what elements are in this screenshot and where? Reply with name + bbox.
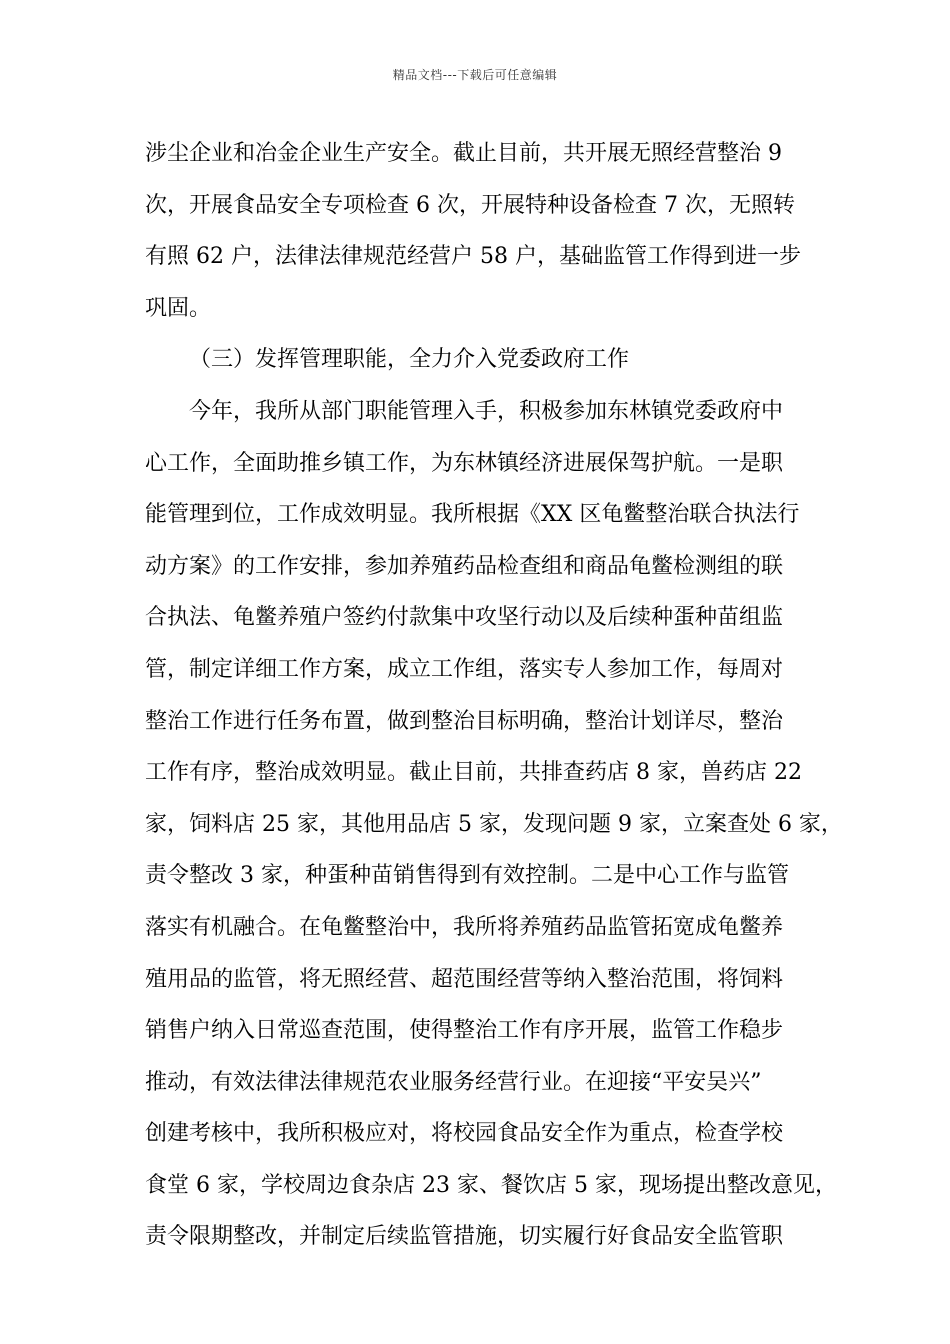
section-heading: （三）发挥管理职能，全力介入党委政府工作	[189, 347, 630, 373]
document-body	[145, 133, 843, 1268]
paragraph-line: 动方案》的工作安排，参加养殖药品检查组和商品龟鳖检测组的联	[145, 553, 784, 579]
paragraph-line: 食堂 6 家，学校周边食杂店 23 家、餐饮店 5 家，现场提出整改意见，	[145, 1172, 837, 1198]
paragraph-line: 殖用品的监管，将无照经营、超范围经营等纳入整治范围，将饲料	[145, 966, 784, 992]
paragraph-line: 管，制定详细工作方案，成立工作组，落实专人参加工作，每周对	[145, 656, 784, 682]
paragraph-line: 涉尘企业和冶金企业生产安全。截止目前，共开展无照经营整治 9	[145, 141, 782, 166]
paragraph-line: 销售户纳入日常巡查范围，使得整治工作有序开展，监管工作稳步	[145, 1018, 784, 1044]
paragraph-line: 推动，有效法律法律规范农业服务经营行业。在迎接“平安吴兴”	[145, 1069, 762, 1095]
paragraph-line: 责令限期整改，并制定后续监管措施，切实履行好食品安全监管职	[145, 1224, 784, 1250]
paragraph-line: 巩固。	[145, 295, 212, 321]
paragraph-line: 整治工作进行任务布置，做到整治目标明确，整治计划详尽，整治	[145, 708, 784, 734]
paragraph-line: 工作有序，整治成效明显。截止目前，共排查药店 8 家，兽药店 22	[145, 760, 802, 786]
page-header: 精品文档---下载后可任意编辑	[392, 68, 558, 82]
paragraph-line: 今年，我所从部门职能管理入手，积极参加东林镇党委政府中	[189, 398, 784, 424]
paragraph-line: 次，开展食品安全专项检查 6 次，开展特种设备检查 7 次，无照转	[145, 192, 795, 218]
paragraph-line: 创建考核中，我所积极应对，将校园食品安全作为重点，检查学校	[145, 1121, 784, 1147]
paragraph-line: 家，饲料店 25 家，其他用品店 5 家，发现问题 9 家，立案查处 6 家，	[145, 811, 843, 837]
paragraph-line: 有照 62 户，法律法律规范经营户 58 户，基础监管工作得到进一步	[145, 244, 801, 270]
paragraph-line: 能管理到位，工作成效明显。我所根据《XX 区龟鳖整治联合执法行	[145, 502, 800, 528]
paragraph-line: 合执法、龟鳖养殖户签约付款集中攻坚行动以及后续种蛋种苗组监	[145, 605, 784, 631]
paragraph-line: 责令整改 3 家，种蛋种苗销售得到有效控制。二是中心工作与监管	[145, 863, 789, 889]
paragraph-line: 落实有机融合。在龟鳖整治中，我所将养殖药品监管拓宽成龟鳖养	[145, 914, 784, 940]
paragraph-line: 心工作，全面助推乡镇工作，为东林镇经济进展保驾护航。一是职	[145, 450, 784, 476]
